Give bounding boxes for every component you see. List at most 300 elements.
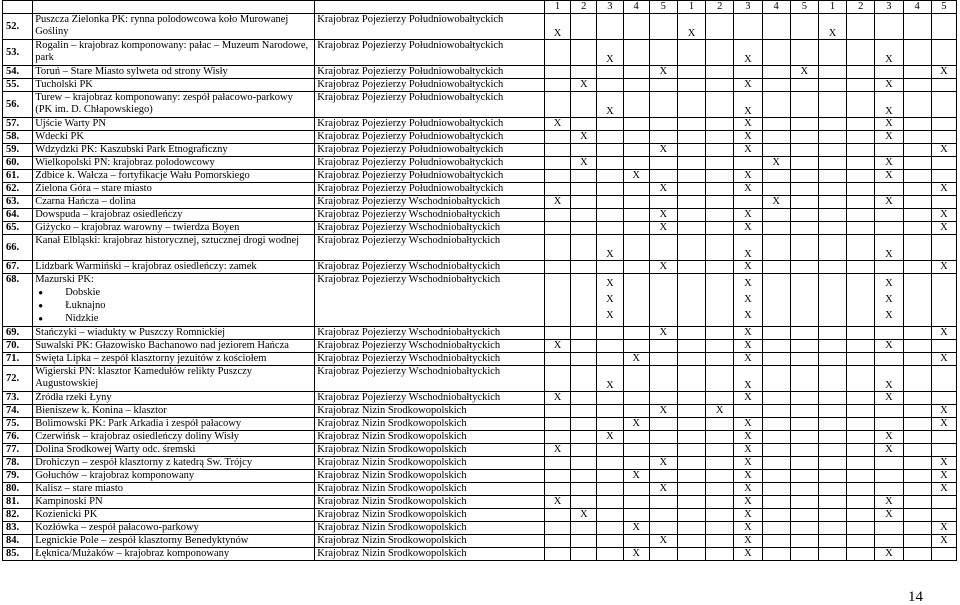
row-number: 54. — [3, 66, 33, 79]
mark-cell — [818, 196, 846, 209]
mark-cell — [623, 66, 649, 79]
mark-cell — [571, 457, 597, 470]
mark-cell — [931, 92, 956, 118]
site-name: Kampinoski PN — [35, 496, 103, 507]
site-name: Mazurski PK: — [35, 274, 94, 285]
mark-cell — [623, 144, 649, 157]
mark-cell — [762, 235, 790, 261]
mark-cell — [571, 392, 597, 405]
landscape-region: Krajobraz Nizin Środkowopolskich — [315, 470, 545, 483]
mark-cell — [623, 196, 649, 209]
mark-cell — [649, 274, 677, 327]
site-name-cell — [33, 92, 315, 118]
mark-cell — [903, 327, 931, 340]
site-name-cell — [33, 418, 315, 431]
landscape-region: Krajobraz Pojezierzy Południowobałtyckich — [315, 14, 545, 40]
landscape-region: Krajobraz Pojezierzy Południowobałtyckich — [315, 118, 545, 131]
mark-cell — [903, 483, 931, 496]
row-number: 81. — [3, 496, 33, 509]
mark-cell: X — [931, 353, 956, 366]
mark-cell — [762, 66, 790, 79]
mark-cell — [762, 444, 790, 457]
site-name-cell — [33, 392, 315, 405]
mark-cell — [903, 366, 931, 392]
mark-cell — [623, 235, 649, 261]
mark-cell — [706, 14, 734, 40]
table-row — [3, 353, 957, 366]
site-name-cell — [33, 405, 315, 418]
table-row — [3, 183, 957, 196]
landscape-region: Krajobraz Pojezierzy Wschodniobałtyckich — [315, 340, 545, 353]
mark-cell: X — [734, 483, 762, 496]
row-number: 60. — [3, 157, 33, 170]
mark-cell — [875, 144, 903, 157]
mark-cell — [623, 274, 649, 327]
mark-cell: X — [875, 392, 903, 405]
row-number: 56. — [3, 92, 33, 118]
mark-cell — [571, 183, 597, 196]
mark-cell — [818, 222, 846, 235]
mark-cell — [903, 457, 931, 470]
site-name: Źródła rzeki Łyny — [35, 392, 112, 403]
mark-cell — [649, 157, 677, 170]
site-name: Czerwińsk – krajobraz osiedleńczy doliny Wisły — [35, 431, 240, 442]
site-name-cell — [33, 483, 315, 496]
mark-cell — [847, 157, 875, 170]
mark-cell — [571, 274, 597, 327]
mark-cell — [706, 340, 734, 353]
mark-cell — [677, 392, 705, 405]
mark-cell — [649, 92, 677, 118]
mark-cell — [931, 444, 956, 457]
site-name-cell — [33, 144, 315, 157]
mark-cell — [544, 66, 570, 79]
mark-cell — [571, 222, 597, 235]
landscape-region: Krajobraz Nizin Środkowopolskich — [315, 535, 545, 548]
mark-cell — [571, 431, 597, 444]
mark-cell — [623, 92, 649, 118]
landscape-region: Krajobraz Nizin Środkowopolskich — [315, 444, 545, 457]
row-number: 77. — [3, 444, 33, 457]
table-row — [3, 118, 957, 131]
mark-cell — [790, 444, 818, 457]
mark-cell — [597, 66, 623, 79]
landscape-region: Krajobraz Pojezierzy Wschodniobałtyckich — [315, 222, 545, 235]
mark-cell — [623, 222, 649, 235]
mark-cell — [762, 144, 790, 157]
mark-cell: X — [931, 483, 956, 496]
mark-cell: X — [931, 222, 956, 235]
sub-site-item: ● Łuknajno — [35, 299, 312, 312]
site-name-cell — [33, 14, 315, 40]
mark-cell — [847, 261, 875, 274]
row-number: 80. — [3, 483, 33, 496]
mark-cell — [847, 131, 875, 144]
table-row — [3, 14, 957, 40]
mark-cell: X — [875, 157, 903, 170]
mark-cell: X — [734, 327, 762, 340]
mark-cell — [597, 470, 623, 483]
header-blank — [3, 1, 33, 14]
mark-cell — [544, 366, 570, 392]
mark-cell — [875, 66, 903, 79]
mark-cell — [762, 222, 790, 235]
mark-cell — [623, 340, 649, 353]
mark-cell — [903, 79, 931, 92]
mark-cell — [847, 509, 875, 522]
mark-cell — [597, 14, 623, 40]
mark-cell — [790, 392, 818, 405]
mark-cell — [790, 209, 818, 222]
mark-cell — [597, 353, 623, 366]
mark-cell — [706, 66, 734, 79]
mark-cell — [677, 92, 705, 118]
mark-cell — [818, 470, 846, 483]
table-row — [3, 431, 957, 444]
mark-cell — [649, 131, 677, 144]
table-row — [3, 509, 957, 522]
mark-cell: X — [734, 340, 762, 353]
mark-cell — [677, 431, 705, 444]
mark-cell — [847, 170, 875, 183]
mark-cell: X — [875, 431, 903, 444]
mark-cell — [677, 522, 705, 535]
mark-cell: X — [734, 548, 762, 561]
mark-cell — [818, 366, 846, 392]
mark-cell: X — [623, 470, 649, 483]
mark-cell: X — [734, 170, 762, 183]
mark-cell — [544, 470, 570, 483]
table-row — [3, 66, 957, 79]
mark-cell — [571, 444, 597, 457]
mark-cell — [571, 483, 597, 496]
mark-cell — [623, 535, 649, 548]
mark-cell — [597, 522, 623, 535]
mark-cell — [597, 79, 623, 92]
mark-cell — [847, 79, 875, 92]
mark-cell — [571, 196, 597, 209]
table-row — [3, 470, 957, 483]
mark-cell — [597, 405, 623, 418]
mark-cell — [597, 327, 623, 340]
mark-cell: X — [571, 131, 597, 144]
mark-cell — [571, 92, 597, 118]
mark-cell: X — [931, 183, 956, 196]
landscape-region: Krajobraz Pojezierzy Wschodniobałtyckich — [315, 261, 545, 274]
mark-cell — [677, 40, 705, 66]
site-name-cell — [33, 261, 315, 274]
mark-cell — [706, 522, 734, 535]
mark-cell: X — [677, 14, 705, 40]
mark-cell — [597, 496, 623, 509]
mark-cell — [571, 170, 597, 183]
row-number: 75. — [3, 418, 33, 431]
mark-cell — [571, 366, 597, 392]
mark-cell: X — [649, 209, 677, 222]
row-number: 61. — [3, 170, 33, 183]
site-name-cell — [33, 40, 315, 66]
mark-cell — [818, 496, 846, 509]
table-row — [3, 235, 957, 261]
site-name: Wielkopolski PN: krajobraz polodowcowy — [35, 157, 215, 168]
mark-cell — [544, 535, 570, 548]
mark-cell: X — [875, 170, 903, 183]
mark-cell — [875, 183, 903, 196]
table-row — [3, 170, 957, 183]
row-number: 57. — [3, 118, 33, 131]
mark-cell — [847, 209, 875, 222]
header-row — [3, 1, 957, 14]
site-name-cell — [33, 340, 315, 353]
mark-cell — [571, 118, 597, 131]
mark-cell — [790, 131, 818, 144]
mark-cell: X — [734, 444, 762, 457]
mark-cell — [597, 418, 623, 431]
mark-cell — [931, 509, 956, 522]
row-number: 59. — [3, 144, 33, 157]
mark-cell: X — [818, 14, 846, 40]
mark-cell — [544, 157, 570, 170]
mark-cell — [847, 431, 875, 444]
mark-cell — [931, 79, 956, 92]
mark-cell — [847, 457, 875, 470]
site-name: Gołuchów – krajobraz komponowany — [35, 470, 195, 481]
mark-cell: X — [734, 418, 762, 431]
header-col: 1 — [544, 1, 570, 14]
mark-cell — [931, 14, 956, 40]
mark-cell — [790, 340, 818, 353]
landscape-region: Krajobraz Pojezierzy Wschodniobałtyckich — [315, 392, 545, 405]
mark-cell — [762, 118, 790, 131]
mark-cell — [847, 366, 875, 392]
mark-cell — [762, 405, 790, 418]
mark-cell — [677, 66, 705, 79]
mark-cell — [818, 392, 846, 405]
mark-cell — [790, 118, 818, 131]
mark-cell — [623, 431, 649, 444]
mark-cell — [875, 457, 903, 470]
site-name: Puszcza Zielonka PK: rynna polodowcowa koło Murowanej Gośliny — [35, 14, 289, 37]
mark-cell — [818, 457, 846, 470]
landscape-region: Krajobraz Nizin Środkowopolskich — [315, 496, 545, 509]
mark-cell — [544, 131, 570, 144]
mark-cell — [544, 222, 570, 235]
table-row — [3, 366, 957, 392]
site-name-cell — [33, 509, 315, 522]
mark-cell — [597, 131, 623, 144]
header-col: 3 — [875, 1, 903, 14]
site-name-cell — [33, 470, 315, 483]
mark-cell — [847, 196, 875, 209]
site-name-cell — [33, 274, 315, 327]
mark-cell — [903, 431, 931, 444]
row-number: 73. — [3, 392, 33, 405]
mark-cell — [571, 14, 597, 40]
mark-cell — [649, 496, 677, 509]
mark-cell: X — [597, 92, 623, 118]
mark-cell — [706, 353, 734, 366]
landscape-region: Krajobraz Pojezierzy Wschodniobałtyckich — [315, 235, 545, 261]
row-number: 82. — [3, 509, 33, 522]
mark-cell — [706, 392, 734, 405]
landscape-region: Krajobraz Pojezierzy Południowobałtyckich — [315, 170, 545, 183]
landscape-region: Krajobraz Pojezierzy Południowobałtyckich — [315, 79, 545, 92]
site-name: Kozłówka – zespół pałacowo-parkowy — [35, 522, 199, 533]
mark-cell — [677, 496, 705, 509]
mark-cell — [597, 457, 623, 470]
mark-cell: X — [931, 418, 956, 431]
mark-cell — [818, 353, 846, 366]
mark-cell: X — [597, 235, 623, 261]
mark-cell — [734, 196, 762, 209]
mark-cell — [597, 548, 623, 561]
mark-cell: X — [734, 392, 762, 405]
header-col: 2 — [847, 1, 875, 14]
table-row — [3, 79, 957, 92]
mark-cell — [706, 144, 734, 157]
mark-cell — [903, 548, 931, 561]
mark-cell — [875, 14, 903, 40]
mark-cell — [734, 14, 762, 40]
mark-cell: X — [544, 118, 570, 131]
mark-cell — [623, 79, 649, 92]
row-number: 62. — [3, 183, 33, 196]
mark-cell — [818, 340, 846, 353]
mark-cell — [762, 327, 790, 340]
mark-cell — [762, 353, 790, 366]
mark-cell — [790, 496, 818, 509]
mark-cell — [818, 79, 846, 92]
mark-cell — [677, 118, 705, 131]
mark-cell — [571, 144, 597, 157]
mark-cell — [762, 483, 790, 496]
landscape-region: Krajobraz Pojezierzy Południowobałtyckich — [315, 131, 545, 144]
header-col: 4 — [903, 1, 931, 14]
site-name: Turew – krajobraz komponowany: zespół pałacowo-parkowy (PK im. D. Chłapowskiego) — [35, 92, 293, 115]
mark-cell: X — [875, 79, 903, 92]
mark-cell: X — [734, 522, 762, 535]
mark-cell — [847, 14, 875, 40]
mark-cell — [677, 131, 705, 144]
site-name: Święta Lipka – zespół klasztorny jezuitów z kościołem — [35, 353, 267, 364]
mark-cell: X — [931, 327, 956, 340]
site-name-cell — [33, 548, 315, 561]
mark-cell — [790, 261, 818, 274]
mark-cell: X — [875, 131, 903, 144]
mark-cell — [790, 14, 818, 40]
row-number: 85. — [3, 548, 33, 561]
mark-cell — [677, 274, 705, 327]
site-name-cell — [33, 183, 315, 196]
mark-cell — [875, 405, 903, 418]
mark-cell — [623, 209, 649, 222]
site-name-cell — [33, 235, 315, 261]
site-name: Legnickie Pole – zespół klasztorny Benedyktynów — [35, 535, 249, 546]
mark-cell: X — [875, 40, 903, 66]
mark-cell — [847, 535, 875, 548]
mark-cell — [847, 222, 875, 235]
landscape-region: Krajobraz Nizin Środkowopolskich — [315, 509, 545, 522]
mark-cell: X — [734, 183, 762, 196]
mark-cell — [762, 274, 790, 327]
mark-cell: X X X — [734, 274, 762, 327]
mark-cell — [623, 366, 649, 392]
mark-cell — [623, 444, 649, 457]
site-name: Rogalin – krajobraz komponowany: pałac – Muzeum Narodowe, park — [35, 40, 309, 63]
mark-cell — [903, 222, 931, 235]
mark-cell: X — [734, 431, 762, 444]
site-name: Stańczyki – wiadukty w Puszczy Romnickiej — [35, 327, 226, 338]
mark-cell: X — [544, 340, 570, 353]
landscape-region: Krajobraz Pojezierzy Wschodniobałtyckich — [315, 327, 545, 340]
table-row — [3, 548, 957, 561]
row-number: 71. — [3, 353, 33, 366]
mark-cell — [762, 457, 790, 470]
site-name-cell — [33, 157, 315, 170]
mark-cell — [818, 40, 846, 66]
mark-cell — [677, 235, 705, 261]
mark-cell — [931, 392, 956, 405]
mark-cell: X — [875, 235, 903, 261]
mark-cell — [544, 405, 570, 418]
mark-cell — [790, 548, 818, 561]
mark-cell — [903, 183, 931, 196]
mark-cell — [903, 392, 931, 405]
mark-cell — [931, 548, 956, 561]
mark-cell — [571, 261, 597, 274]
site-name-cell — [33, 209, 315, 222]
site-name: Giżycko – krajobraz warowny – twierdza Boyen — [35, 222, 240, 233]
landscape-region: Krajobraz Nizin Środkowopolskich — [315, 405, 545, 418]
site-name-cell — [33, 366, 315, 392]
mark-cell — [597, 340, 623, 353]
mark-cell — [597, 196, 623, 209]
mark-cell: X — [649, 144, 677, 157]
mark-cell — [818, 170, 846, 183]
mark-cell — [847, 418, 875, 431]
mark-cell — [818, 327, 846, 340]
mark-cell — [818, 444, 846, 457]
site-name-cell — [33, 496, 315, 509]
mark-cell — [677, 535, 705, 548]
mark-cell — [649, 353, 677, 366]
mark-cell — [706, 274, 734, 327]
mark-cell: X — [875, 92, 903, 118]
mark-cell — [677, 405, 705, 418]
landscape-region: Krajobraz Pojezierzy Południowobałtyckich — [315, 40, 545, 66]
table-row — [3, 144, 957, 157]
mark-cell — [544, 457, 570, 470]
site-name-cell — [33, 353, 315, 366]
mark-cell — [931, 340, 956, 353]
mark-cell — [762, 548, 790, 561]
mark-cell — [818, 418, 846, 431]
mark-cell — [706, 235, 734, 261]
mark-cell — [931, 157, 956, 170]
mark-cell — [818, 66, 846, 79]
mark-cell — [597, 157, 623, 170]
mark-cell — [649, 444, 677, 457]
mark-cell — [818, 131, 846, 144]
site-name: Łęknica/Mużaków – krajobraz komponowany — [35, 548, 230, 559]
mark-cell: X — [931, 144, 956, 157]
mark-cell — [818, 144, 846, 157]
page-number: 14 — [908, 589, 923, 605]
header-col: 1 — [818, 1, 846, 14]
mark-cell — [677, 340, 705, 353]
table-row — [3, 522, 957, 535]
site-name: Dowspuda – krajobraz osiedleńczy — [35, 209, 183, 220]
